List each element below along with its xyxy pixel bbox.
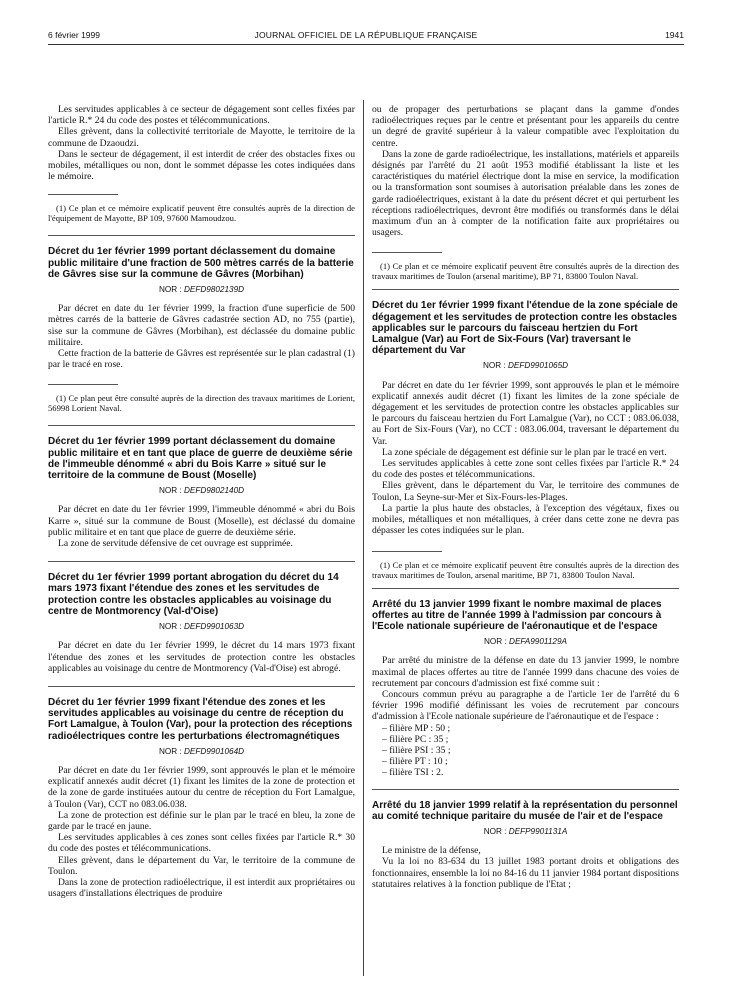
list-item: – filière PC : 35 ; [382,733,449,745]
section-rule [48,686,355,687]
paragraph: Cette fraction de la batterie de Gâvres est représentée sur le plan cadastral (1) par le tracé en rose. [48,348,355,371]
paragraph: Le ministre de la défense, [382,845,481,857]
paragraph: Vu la loi no 83-634 du 13 juillet 1983 portant droits et obligations des fonctionnaires, ensemble la loi no 84-16 du 11 janvier 1984 portant dispositions statutaires relatives à la fonction publique de l'Etat ; [372,856,679,890]
paragraph: Dans la zone de protection radioélectrique, il est interdit aux propriétaires ou usagers d'installations électriques de produire [48,876,355,900]
list-item: – filière PT : 10 ; [382,756,448,768]
decree-title: Décret du 1er février 1999 portant déclassement du domaine public militaire d'une fraction de 500 mètres carrés de la batterie de Gâvres sise sur la commune de Gâvres (Morbihan) [48,246,354,280]
decree-title: Décret du 1er février 1999 fixant l'étendue de la zone spéciale de dégagement et les servitudes de protection contre les obstacles applicables sur le parcours du faisceau hertzien du Fort Lamalgue (Var) au Fort de Six-Fours (Var) traversant le département du Var [372,300,678,357]
section-rule [48,425,355,426]
arrete-title: Arrêté du 13 janvier 1999 fixant le nombre maximal de places offertes au titre de l'année 1999 à l'admission par concours à l'Ecole nationale supérieure de l'aéronautique et de l'espace [372,598,662,632]
section-rule [372,588,679,589]
nor-reference: NOR : DEFP9901131A [483,826,568,836]
list-item: – filière TSI : 2. [382,767,444,779]
nor-reference: NOR : DEFD9901065D [482,361,569,371]
paragraph: Les servitudes applicables à ce secteur de dégagement sont celles fixées par l'article R.* 24 du code des postes et télécommunications. [48,104,355,127]
section-rule [372,789,679,790]
header-journal-title: JOURNAL OFFICIEL DE LA RÉPUBLIQUE FRANÇAISE [254,30,478,40]
paragraph: Par arrêté du ministre de la défense en date du 13 janvier 1999, le nombre maximal de places offertes au titre de l'année 1999 dans chacune des voies de recrutement par concours d'admission est fixé comme suit : [372,655,679,689]
footnote: (1) Ce plan et ce mémoire explicatif peuvent être consultés auprès de la direction de l'équipement de Mayotte, BP 109, 97600 Mamoudzou. [48,203,355,224]
paragraph: Elles grèvent, dans le département du Var, le territoire des communes de Toulon, La Seyne-sur-Mer et Six-Fours-les-Plages. [372,480,679,503]
list-item: – filière MP : 50 ; [382,722,451,734]
paragraph: Concours commun prévu au paragraphe a de l'article 1er de l'arrêté du 6 février 1996 modifié définissant les voies de recrutement par concours d'admission à l'Ecole nationale supérieure de l'aéronautique et de l'espace : [372,688,679,723]
nor-reference: NOR : DEFD9901064D [158,746,245,756]
paragraph: ou de propager des perturbations se plaçant dans la gamme d'ondes radioélectriques reçues par le centre et présentant pour les appareils du centre un degré de gravité supérieur à la valeur compatible avec l'exploitation du centre. [372,104,679,149]
paragraph: Dans la zone de garde radioélectrique, les installations, matériels et appareils désignés par l'arrêté du 21 août 1953 modifié établissant la liste et les caractéristiques du matériel électrique dont la mise en service, la modification ou la transformation sont soumises à autorisation préalable dans les zones de garde radioélectriques, existant à la date du présent décret et qui perturbent les réceptions radioélectriques, devront être modifiés ou transformés dans le délai maximum d'un an à compter de la notification faite aux propriétaires ou usagers. [372,148,679,239]
decree-title: Décret du 1er février 1999 fixant l'étendue des zones et les servitudes applicables au voisinage du centre de réception du Fort Lamalgue, à Toulon (Var), pour la protection des réceptions radioélectriques contre les perturbations électromagnétiques [48,696,353,742]
paragraph: Les servitudes applicables à cette zone sont celles fixées par l'article R.* 24 du code des postes et télécommunications. [372,458,679,481]
paragraph: Par décret en date du 1er février 1999, le décret du 14 mars 1973 fixant l'étendue des zones et les servitudes de protection contre les obstacles applicables au voisinage du centre de Montmorency (Val-d'Oise) est abrogé. [48,640,355,674]
nor-reference: NOR : DEFD9802140D [158,486,245,496]
footnote-rule [48,194,118,195]
nor-reference: NOR : DEFD9802139D [158,285,245,295]
paragraph: Dans le secteur de dégagement, il est interdit de créer des obstacles fixes ou mobiles, métalliques ou non, dont le sommet dépasse les cotes indiquées dans le mémoire. [48,148,355,183]
section-rule [48,235,355,236]
section-rule [48,561,355,562]
paragraph: Par décret en date du 1er février 1999, l'immeuble dénommé « abri du Bois Karre », situé sur la commune de Boust (Moselle), est déclassé du domaine public militaire et en tant que place de guerre de deuxième série. [48,504,355,538]
section-rule [372,289,679,290]
paragraph: Par décret en date du 1er février 1999, la fraction d'une superficie de 500 mètres carrés de la batterie de Gâvres cadastrée section AD, no 755 (partie), sise sur la commune de Gâvres (Morbihan), est déclassée du domaine public militaire. [48,303,355,348]
paragraph: Par décret en date du 1er février 1999, sont approuvés le plan et le mémoire explicatif annexés audit décret (1) fixant les limites de la zone de protection et de la zone de garde instituées autour du centre de réception du Fort Lamalgue, à Toulon (Var), CCT no 083.06.038. [48,764,355,810]
paragraph: Les servitudes applicables à ces zones sont celles fixées par l'article R.* 30 du code des postes et télécommunications. [48,832,355,855]
list-item: – filière PSI : 35 ; [382,744,451,756]
footnote: (1) Ce plan et ce mémoire explicatif peuvent être consultés auprès de la direction des travaux maritimes de Toulon (arsenal maritime), BP 71, 83800 Toulon Naval. [372,261,679,282]
footnote: (1) Ce plan et ce mémoire explicatif peuvent être consultés auprès de la direction des travaux maritimes de Toulon, arsenal maritime, BP 71, 83800 Toulon Naval. [372,559,679,580]
header-date: 6 février 1999 [48,30,100,40]
decree-title: Décret du 1er février 1999 portant abrogation du décret du 14 mars 1973 fixant l'étendue des zones et les servitudes de protection contre les obstacles applicables au voisinage du centre de Montmorency (Val-d'Oise) [48,572,339,617]
left-column [48,104,355,899]
nor-reference: NOR : DEFA9901129A [484,637,567,647]
filiere-list [372,723,679,779]
paragraph: La partie la plus haute des obstacles, à l'exception des végétaux, fixes ou mobiles, métalliques et non métalliques, à créer dans cette zone ne devra pas dépasser les cotes indiquées sur le plan. [372,502,679,537]
decree-title: Décret du 1er février 1999 portant déclassement du domaine public militaire et en tant que place de guerre de deuxième série de l'immeuble dénommé « abri du Bois Karre » situé sur le territoire de la commune de Boust (Moselle) [48,436,353,482]
footnote-rule [48,384,118,385]
arrete-title: Arrêté du 18 janvier 1999 relatif à la représentation du personnel au comité technique paritaire du musée de l'air et de l'espace [372,799,678,822]
paragraph: Elles grèvent, dans le département du Var, le territoire de la commune de Toulon. [48,854,355,877]
column-divider [363,100,364,976]
footnote-rule [372,551,442,552]
footnote: (1) Ce plan peut être consulté auprès de la direction des travaux maritimes de Lorient, 56998 Lorient Naval. [48,393,355,414]
paragraph: Par décret en date du 1er février 1999, sont approuvés le plan et le mémoire explicatif annexés audit décret (1) fixant les limites de la zone spéciale de dégagement et les servitudes de protection contre les obstacles applicables sur le parcours du faisceau hertzien du Fort Lamalgue (Var), no CCT : 083.06.038, au Fort de Six-Fours (Var), no CCT : 083.06.004, traversant le département du Var. [372,379,679,447]
header-page-number: 1941 [665,30,684,40]
paragraph: Elles grèvent, dans la collectivité territoriale de Mayotte, le territoire de la commune de Dzaoudzi. [48,126,355,149]
paragraph: La zone de protection est définie sur le plan par le tracé en bleu, la zone de garde par le tracé en jaune. [48,809,355,832]
nor-reference: NOR : DEFD9901063D [158,622,245,632]
right-column [372,104,679,890]
paragraph: La zone de servitude défensive de cet ouvrage est supprimée. [58,538,293,550]
footnote-rule [372,252,442,253]
paragraph: La zone spéciale de dégagement est définie sur le plan par le tracé en vert. [382,446,667,458]
page-header [48,30,684,45]
